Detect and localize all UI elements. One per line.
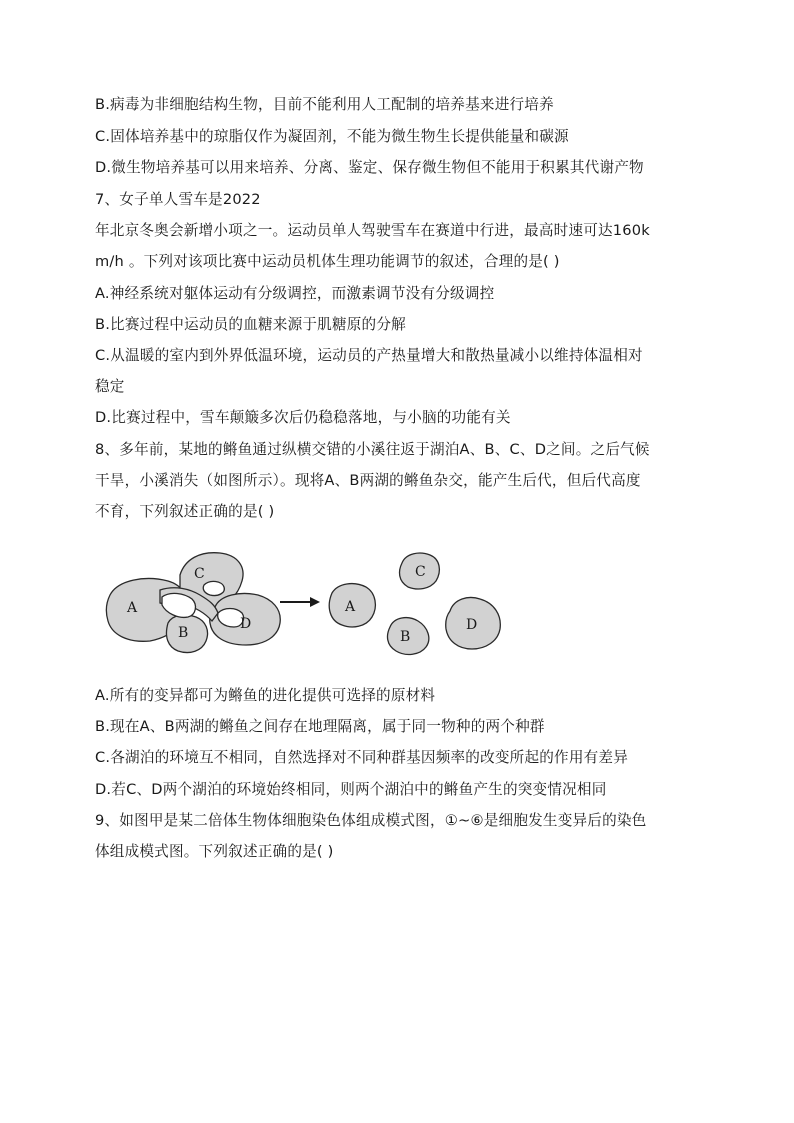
text-line: 9、如图甲是某二倍体生物体细胞染色体组成模式图，①~⑥是细胞发生变异后的染色 [95, 812, 647, 829]
text-line: 年北京冬奥会新增小项之一。运动员单人驾驶雪车在赛道中行进，最高时速可达160k [95, 222, 650, 239]
text-line: A.神经系统对躯体运动有分级调控，而激素调节没有分级调控 [95, 285, 495, 302]
lake-label-a: A [127, 600, 138, 616]
lake-label-d: D [466, 617, 478, 633]
lake-figure [100, 545, 510, 670]
lake-label-c: C [415, 564, 426, 580]
text-line: B.病毒为非细胞结构生物，目前不能利用人工配制的培养基来进行培养 [95, 96, 554, 113]
text-line: B.现在A、B两湖的鳉鱼之间存在地理隔离，属于同一物种的两个种群 [95, 718, 545, 735]
lake-label-b: B [178, 625, 189, 641]
arrow-head [310, 597, 320, 607]
stream-gap [203, 581, 224, 595]
text-line: 体组成模式图。下列叙述正确的是( ) [95, 843, 334, 860]
text-line: D.微生物培养基可以用来培养、分离、鉴定、保存微生物但不能用于积累其代谢产物 [95, 159, 644, 176]
text-line: 稳定 [95, 378, 125, 395]
text-line: 不育，下列叙述正确的是( ) [95, 503, 275, 520]
text-line: 7、女子单人雪车是2022 [95, 191, 261, 208]
text-line: B.比赛过程中运动员的血糖来源于肌糖原的分解 [95, 316, 406, 333]
text-line: 干旱，小溪消失（如图所示）。现将A、B两湖的鳉鱼杂交，能产生后代，但后代高度 [95, 472, 641, 489]
lake-label-c: C [194, 566, 205, 582]
text-line: C.各湖泊的环境互不相同，自然选择对不同种群基因频率的改变所起的作用有差异 [95, 749, 629, 766]
lake-label-b: B [400, 629, 411, 645]
text-line: m/h 。下列对该项比赛中运动员机体生理功能调节的叙述，合理的是( ) [95, 253, 560, 270]
text-line: D.若C、D两个湖泊的环境始终相同，则两个湖泊中的鳉鱼产生的突变情况相同 [95, 781, 607, 798]
arrow [280, 597, 320, 607]
text-line: C.从温暖的室内到外界低温环境，运动员的产热量增大和散热量减小以维持体温相对 [95, 347, 643, 364]
text-line: A.所有的变异都可为鳉鱼的进化提供可选择的原材料 [95, 687, 436, 704]
text-line: C.固体培养基中的琼脂仅作为凝固剂，不能为微生物生长提供能量和碳源 [95, 128, 569, 145]
lake-label-a: A [345, 599, 356, 615]
text-line: D.比赛过程中，雪车颠簸多次后仍稳稳落地，与小脑的功能有关 [95, 409, 511, 426]
lake-label-d: D [240, 616, 252, 632]
text-line: 8、多年前，某地的鳉鱼通过纵横交错的小溪往返于湖泊A、B、C、D之间。之后气候 [95, 441, 650, 458]
